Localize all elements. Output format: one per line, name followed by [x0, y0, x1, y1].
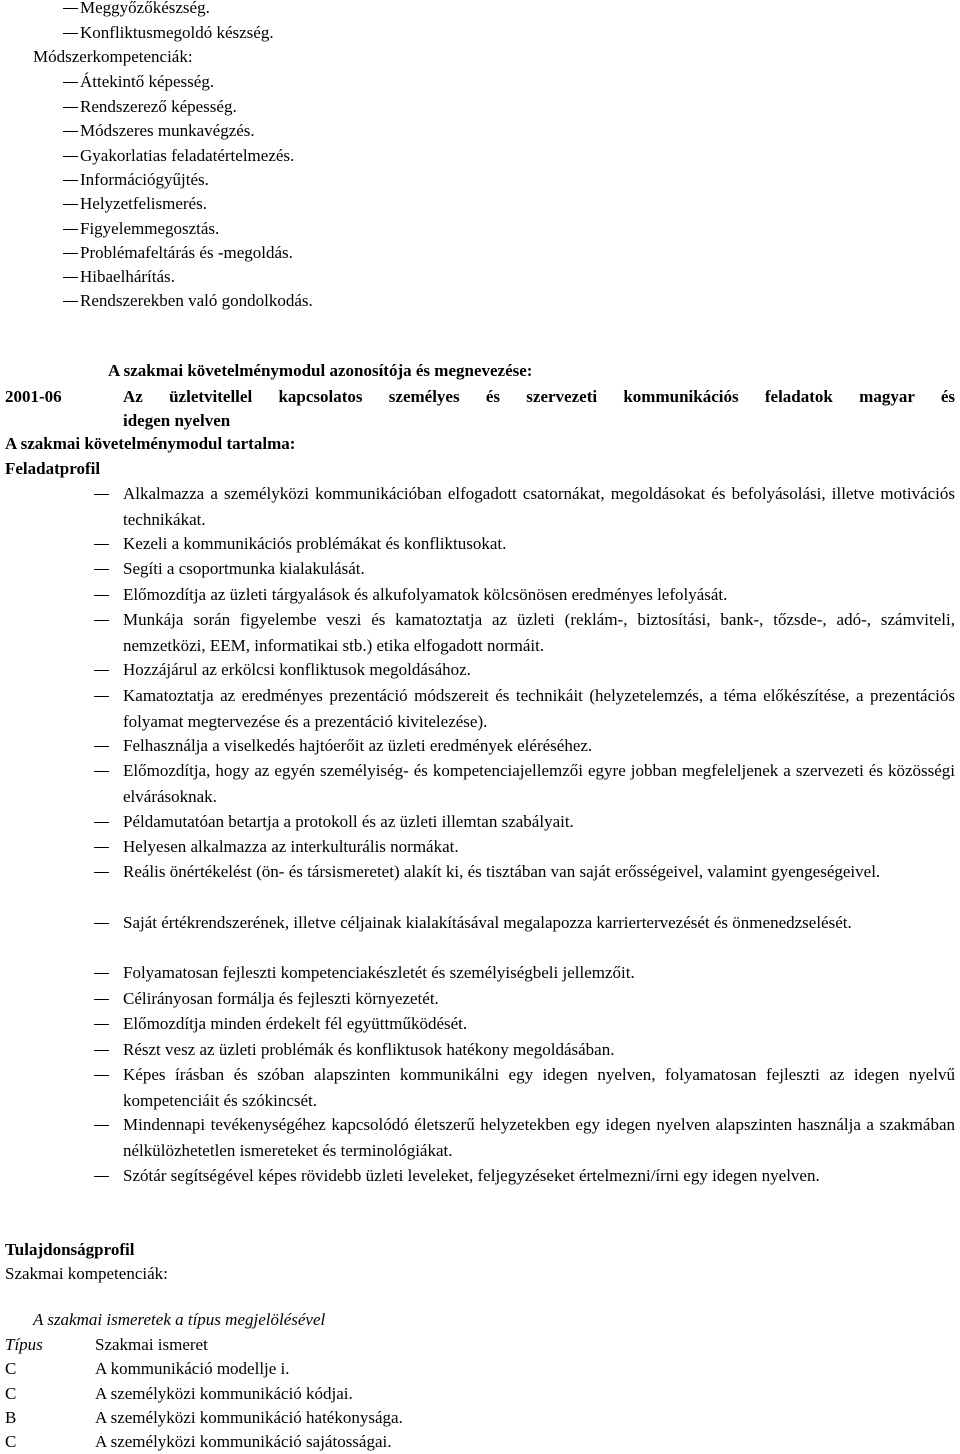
knowledge-text: A kommunikáció modellje i.: [95, 1359, 290, 1378]
dash-bullet: [63, 301, 78, 302]
column-header-type: Típus: [5, 1335, 43, 1354]
list-item: Meggyőzőkészség.: [80, 0, 210, 17]
task-item: Munkája során figyelembe veszi és kamatoztatja az üzleti (reklám-, biztosítási, bank-, tőzsde-, adó-, számviteli, nemzetközi, EEM, informatikai stb.) etika elfogadott normáit.: [123, 610, 955, 655]
knowledge-type: C: [5, 1359, 17, 1378]
task-item: Reális önértékelést (ön- és társismeretet) alakít ki, és tisztában van saját erősségeivel, valamint gyengeségeivel.: [123, 862, 881, 881]
dash-bullet: [94, 1176, 109, 1177]
knowledge-text: A személyközi kommunikáció kódjai.: [95, 1384, 353, 1403]
dash-bullet: [94, 1125, 109, 1126]
task-item: Folyamatosan fejleszti kompetenciakészletét és személyiségbeli jellemzőit.: [123, 963, 635, 982]
module-name-line1: Az üzletvitellel kapcsolatos személyes és szervezeti kommunikációs feladatok magyar és: [123, 387, 955, 406]
dash-bullet: [94, 670, 109, 671]
dash-bullet: [63, 204, 78, 205]
knowledge-type: B: [5, 1408, 17, 1427]
dash-bullet: [94, 999, 109, 1000]
task-item: Hozzájárul az erkölcsi konfliktusok megoldásához.: [123, 660, 471, 679]
knowledge-type: C: [5, 1384, 17, 1403]
task-item: Alkalmazza a személyközi kommunikációban elfogadott csatornákat, megoldásokat és befolyásolási, illetve motivációs technikákat.: [123, 484, 955, 529]
dash-bullet: [94, 696, 109, 697]
list-item: Helyzetfelismerés.: [80, 194, 207, 213]
dash-bullet: [94, 595, 109, 596]
knowledge-text: A személyközi kommunikáció hatékonysága.: [95, 1408, 403, 1427]
dash-bullet: [94, 569, 109, 570]
list-item: Konfliktusmegoldó készség.: [80, 23, 274, 42]
task-item: Képes írásban és szóban alapszinten kommunikálni egy idegen nyelven, folyamatosan fejleszti az idegen nyelvű kompetenciáit és szókincsét.: [123, 1065, 955, 1110]
dash-bullet: [63, 107, 78, 108]
task-item: Felhasználja a viselkedés hajtóerőit az üzleti eredmények eléréséhez.: [123, 736, 593, 755]
dash-bullet: [94, 973, 109, 974]
list-item: Módszeres munkavégzés.: [80, 121, 255, 140]
dash-bullet: [94, 494, 109, 495]
list-item: Információgyűjtés.: [80, 170, 209, 189]
task-item: Részt vesz az üzleti problémák és konfliktusok hatékony megoldásában.: [123, 1040, 615, 1059]
task-item: Mindennapi tevékenységéhez kapcsolódó életszerű helyzetekben egy idegen nyelven alapszinten használja a szakmában nélkülözhetetlen ismereteket és terminológiákat.: [123, 1115, 955, 1160]
list-item: Rendszerekben való gondolkodás.: [80, 291, 313, 310]
task-item: Kezeli a kommunikációs problémákat és konfliktusokat.: [123, 534, 507, 553]
list-item: Gyakorlatias feladatértelmezés.: [80, 146, 295, 165]
dash-bullet: [94, 746, 109, 747]
dash-bullet: [63, 229, 78, 230]
property-profile-heading: Tulajdonságprofil: [5, 1240, 135, 1259]
dash-bullet: [94, 620, 109, 621]
dash-bullet: [94, 923, 109, 924]
knowledge-type: C: [5, 1432, 17, 1451]
task-item: Helyesen alkalmazza az interkulturális normákat.: [123, 837, 459, 856]
dash-bullet: [94, 847, 109, 848]
dash-bullet: [63, 33, 78, 34]
dash-bullet: [63, 131, 78, 132]
list-item: Problémafeltárás és -megoldás.: [80, 243, 293, 262]
method-competencies-heading: Módszerkompetenciák:: [33, 47, 193, 66]
task-item: Célirányosan formálja és fejleszti környezetét.: [123, 989, 439, 1008]
list-item: Áttekintő képesség.: [80, 72, 215, 91]
dash-bullet: [94, 1050, 109, 1051]
knowledge-table-caption: A szakmai ismeretek a típus megjelölésével: [33, 1310, 326, 1329]
task-item: Előmozdítja, hogy az egyén személyiség- és kompetenciajellemzői egyre jobban megfeleljenek a szervezeti és közösségi elvárásoknak.: [123, 761, 955, 806]
task-item: Kamatoztatja az eredményes prezentáció módszereit és technikáit (helyzetelemzés, a téma előkészítése, a prezentációs folyamat megtervezése és a prezentáció kivitelezése).: [123, 686, 955, 731]
task-item: Segíti a csoportmunka kialakulását.: [123, 559, 365, 578]
dash-bullet: [63, 180, 78, 181]
dash-bullet: [94, 544, 109, 545]
dash-bullet: [94, 872, 109, 873]
list-item: Rendszerező képesség.: [80, 97, 237, 116]
task-item: Saját értékrendszerének, illetve céljainak kialakításával megalapozza karriertervezését és önmenedzselését.: [123, 913, 852, 932]
knowledge-text: A személyközi kommunikáció sajátosságai.: [95, 1432, 392, 1451]
task-profile-heading: Feladatprofil: [5, 459, 101, 478]
list-item: Figyelemmegosztás.: [80, 219, 220, 238]
dash-bullet: [63, 156, 78, 157]
professional-competencies-heading: Szakmai kompetenciák:: [5, 1264, 168, 1283]
dash-bullet: [63, 82, 78, 83]
module-content-heading: A szakmai követelménymodul tartalma:: [5, 434, 296, 453]
dash-bullet: [94, 1075, 109, 1076]
task-item: Példamutatóan betartja a protokoll és az üzleti illemtan szabályait.: [123, 812, 574, 831]
dash-bullet: [63, 253, 78, 254]
dash-bullet: [63, 8, 78, 9]
task-item: Előmozdítja minden érdekelt fél együttműködését.: [123, 1014, 468, 1033]
column-header-knowledge: Szakmai ismeret: [95, 1335, 208, 1354]
module-code: 2001-06: [5, 387, 62, 406]
dash-bullet: [94, 822, 109, 823]
task-item: Szótár segítségével képes rövidebb üzleti leveleket, feljegyzéseket értelmezni/írni egy idegen nyelven.: [123, 1166, 820, 1185]
module-name-line2: idegen nyelven: [123, 411, 231, 430]
module-id-heading: A szakmai követelménymodul azonosítója és megnevezése:: [108, 361, 533, 380]
list-item: Hibaelhárítás.: [80, 267, 175, 286]
dash-bullet: [94, 771, 109, 772]
dash-bullet: [63, 277, 78, 278]
task-item: Előmozdítja az üzleti tárgyalások és alkufolyamatok kölcsönösen eredményes lefolyását.: [123, 585, 728, 604]
dash-bullet: [94, 1024, 109, 1025]
